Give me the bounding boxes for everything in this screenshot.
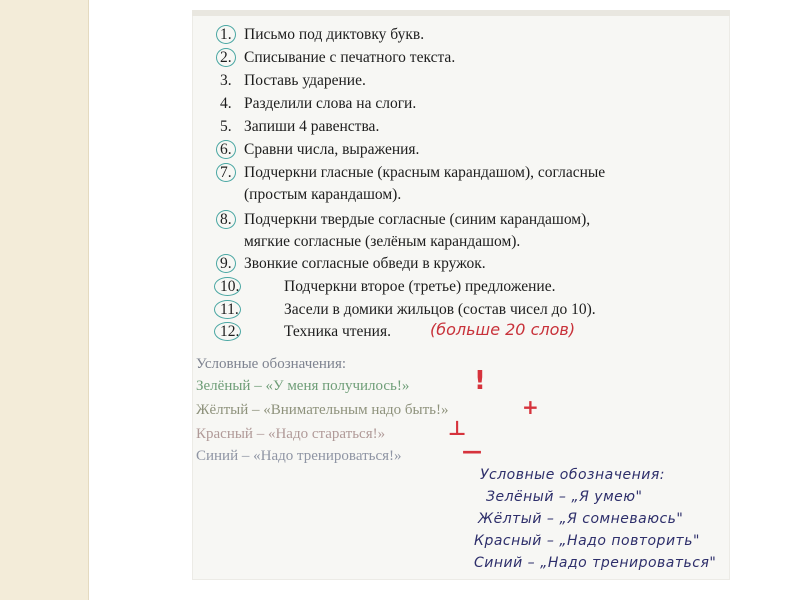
item-number: 12. [220,323,240,340]
item-text: Подчеркни твердые согласные (синим карандашом), [244,211,591,228]
handwritten-legend-line: Красный – „Надо повторить" [474,533,700,549]
handwritten-legend-line: Синий – „Надо тренироваться" [474,555,717,571]
list-item [192,116,730,138]
list-item-continuation [192,184,730,206]
legend-item-red: Красный – «Надо стараться!» [196,426,386,442]
item-number: 11. [220,301,239,318]
item-text-continuation: мягкие согласные (зелёным карандашом). [244,233,521,250]
list-item [192,47,730,69]
item-text: Подчеркни второе (третье) предложение. [284,278,556,295]
list-item [192,139,730,161]
item-text-continuation: (простым карандашом). [244,186,402,203]
exclamation-sign-icon: ! [474,366,486,396]
list-item [192,253,730,275]
item-text: Письмо под диктовку букв. [244,26,425,43]
item-number: 7. [220,164,232,181]
handwritten-legend-title: Условные обозначения: [480,467,665,483]
scanned-page [192,10,730,580]
item-number: 2. [220,49,232,66]
item-text: Подчеркни гласные (красным карандашом), согласные [244,164,606,181]
slide-side-strip [0,0,89,600]
legend-item-green: Зелёный – «У меня получилось!» [196,378,410,394]
handwritten-note: (больше 20 слов) [430,320,576,339]
list-item [192,24,730,46]
item-number: 5. [220,118,232,135]
legend-title: Условные обозначения: [196,356,347,372]
item-text: Списывание с печатного текста. [244,49,456,66]
legend-item-yellow: Жёлтый – «Внимательным надо быть!» [196,402,449,418]
list-item [192,93,730,115]
item-text: Сравни числа, выражения. [244,141,420,158]
plus-sign-icon: + [522,395,539,419]
item-text: Разделили слова на слоги. [244,95,417,112]
perpendicular-sign-icon: ⊥ [448,416,467,440]
handwritten-legend-line: Жёлтый – „Я сомневаюсь" [478,511,684,527]
item-text: Запиши 4 равенства. [244,118,380,135]
page-top-edge [192,10,730,16]
list-item [192,276,730,298]
item-text: Звонкие согласные обведи в кружок. [244,255,486,272]
item-number: 10. [220,278,240,295]
item-text: Засели в домики жильцов (состав чисел до 10). [284,301,596,318]
handwritten-legend-line: Зелёный – „Я умею" [486,489,643,505]
item-number: 6. [220,141,232,158]
item-text: Техника чтения. [284,323,391,340]
item-number: 8. [220,211,232,228]
item-text: Поставь ударение. [244,72,366,89]
list-item [192,162,730,184]
list-item [192,70,730,92]
list-item [192,209,730,231]
dash-sign-icon: — [462,439,482,463]
item-number: 9. [220,255,232,272]
item-number: 3. [220,72,232,89]
legend-item-blue: Синий – «Надо тренироваться!» [196,448,402,464]
item-number: 1. [220,26,232,43]
list-item-continuation [192,231,730,253]
item-number: 4. [220,95,232,112]
